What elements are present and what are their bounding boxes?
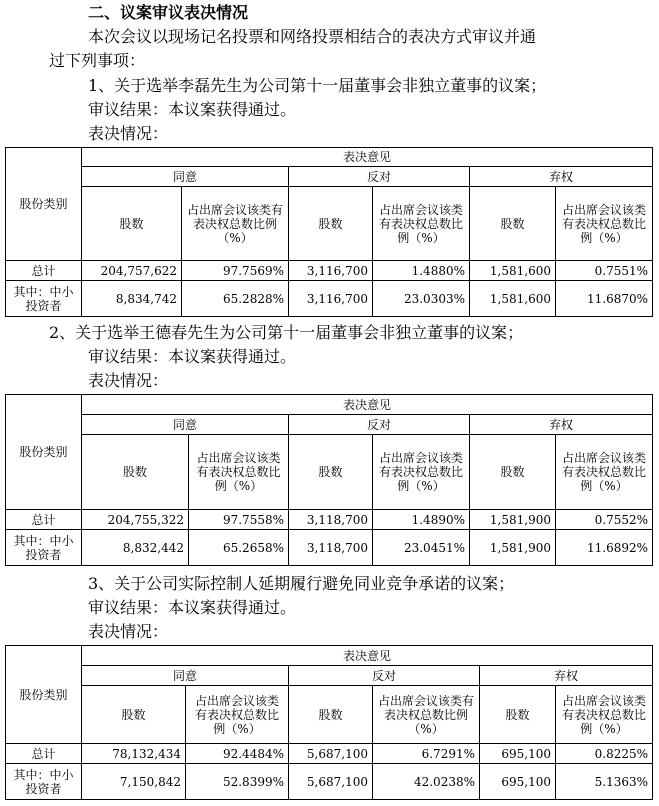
table-row	[6, 510, 653, 530]
table-row	[6, 261, 653, 281]
table-cell: 65.2828%	[182, 281, 289, 317]
table-cell: 5,687,100	[289, 744, 373, 764]
table-cell: 1,581,600	[470, 261, 556, 281]
table-cell: 6.7291%	[373, 744, 480, 764]
vote-table-2	[5, 394, 653, 566]
ratio-header: 占出席会议该类有表决权总数比例（%）	[373, 187, 470, 261]
table-cell: 78,132,434	[82, 744, 186, 764]
table-cell: 97.7569%	[182, 261, 289, 281]
table-cell: 5.1363%	[556, 764, 653, 800]
ratio-header: 占出席会议该类有表决权总数比例（%）	[189, 435, 289, 510]
table-cell: 65.2658%	[189, 530, 289, 566]
agree-header: 同意	[82, 415, 289, 435]
agree-header: 同意	[82, 666, 289, 686]
proposal-3-result: 审议结果：本议案获得通过。	[88, 598, 297, 617]
table-cell: 3,118,700	[289, 510, 373, 530]
proposal-2-vote-label: 表决情况：	[88, 371, 169, 390]
shares-header: 股数	[82, 435, 189, 510]
row-label-total: 总计	[6, 261, 82, 281]
table-cell: 7,150,842	[82, 764, 186, 800]
table-cell: 11.6892%	[556, 530, 653, 566]
table-cell: 1,581,900	[470, 510, 556, 530]
table-cell: 3,116,700	[289, 281, 373, 317]
table-cell: 11.6870%	[556, 281, 653, 317]
ratio-header: 占出席会议该类有表决权总数比例（%）	[373, 686, 480, 744]
table-cell: 0.7551%	[556, 261, 653, 281]
table-cell: 92.4484%	[186, 744, 289, 764]
table-cell: 695,100	[480, 764, 556, 800]
ratio-header: 占出席会议该类有表决权总数比例（%）	[186, 686, 289, 744]
table-cell: 695,100	[480, 744, 556, 764]
table-cell: 204,755,322	[82, 510, 189, 530]
proposal-3-title: 3、关于公司实际控制人延期履行避免同业竞争承诺的议案；	[88, 574, 515, 593]
ratio-header: 占出席会议该类有表决权总数比例（%）	[182, 187, 289, 261]
vote-table-3	[5, 645, 653, 800]
shares-header: 股数	[289, 435, 373, 510]
agree-header: 同意	[82, 167, 289, 187]
opinion-header: 表决意见	[82, 646, 653, 666]
ratio-header: 占出席会议该类有表决权总数比例（%）	[556, 686, 653, 744]
against-header: 反对	[289, 666, 480, 686]
table-cell: 0.7552%	[556, 510, 653, 530]
table-row	[6, 281, 653, 317]
table-row	[6, 530, 653, 566]
row-label-total: 总计	[6, 510, 82, 530]
table-row	[6, 764, 653, 800]
table-cell: 8,834,742	[82, 281, 182, 317]
table-cell: 3,118,700	[289, 530, 373, 566]
table-cell: 23.0451%	[373, 530, 470, 566]
table-cell: 23.0303%	[373, 281, 470, 317]
row-label-small-investors: 其中：中小投资者	[6, 530, 82, 566]
ratio-header: 占出席会议该类有表决权总数比例（%）	[373, 435, 470, 510]
table-cell: 8,832,442	[82, 530, 189, 566]
category-header: 股份类别	[6, 646, 82, 744]
section-title: 二、议案审议表决情况	[88, 3, 249, 22]
ratio-header: 占出席会议该类有表决权总数比例（%）	[556, 435, 653, 510]
intro-line-2: 过下列事项：	[49, 51, 146, 70]
shares-header: 股数	[82, 686, 186, 744]
abstain-header: 弃权	[470, 167, 653, 187]
table-cell: 42.0238%	[373, 764, 480, 800]
against-header: 反对	[289, 415, 470, 435]
abstain-header: 弃权	[480, 666, 653, 686]
category-header: 股份类别	[6, 148, 82, 261]
table-cell: 1.4880%	[373, 261, 470, 281]
table-cell: 52.8399%	[186, 764, 289, 800]
shares-header: 股数	[480, 686, 556, 744]
opinion-header: 表决意见	[82, 395, 653, 415]
shares-header: 股数	[82, 187, 182, 261]
row-label-small-investors: 其中：中小投资者	[6, 764, 82, 800]
proposal-1-vote-label: 表决情况：	[88, 124, 169, 143]
shares-header: 股数	[289, 686, 373, 744]
proposal-3-vote-label: 表决情况：	[88, 622, 169, 641]
proposal-1-result: 审议结果：本议案获得通过。	[88, 100, 297, 119]
table-cell: 0.8225%	[556, 744, 653, 764]
table-cell: 204,757,622	[82, 261, 182, 281]
category-header: 股份类别	[6, 395, 82, 510]
table-cell: 1.4890%	[373, 510, 470, 530]
ratio-header: 占出席会议该类有表决权总数比例（%）	[556, 187, 653, 261]
opinion-header: 表决意见	[82, 148, 653, 167]
table-cell: 1,581,900	[470, 530, 556, 566]
table-cell: 3,116,700	[289, 261, 373, 281]
shares-header: 股数	[470, 435, 556, 510]
vote-table-1	[5, 147, 653, 317]
proposal-2-title: 2、关于选举王德春先生为公司第十一届董事会非独立董事的议案；	[49, 323, 524, 342]
table-cell: 5,687,100	[289, 764, 373, 800]
table-row	[6, 744, 653, 764]
proposal-2-result: 审议结果：本议案获得通过。	[88, 347, 297, 366]
table-cell: 97.7558%	[189, 510, 289, 530]
shares-header: 股数	[470, 187, 556, 261]
row-label-small-investors: 其中：中小投资者	[6, 281, 82, 317]
abstain-header: 弃权	[470, 415, 653, 435]
against-header: 反对	[289, 167, 470, 187]
intro-line-1: 本次会议以现场记名投票和网络投票相结合的表决方式审议并通	[88, 27, 537, 46]
table-cell: 1,581,600	[470, 281, 556, 317]
proposal-1-title: 1、关于选举李磊先生为公司第十一届董事会非独立董事的议案；	[88, 76, 547, 95]
row-label-total: 总计	[6, 744, 82, 764]
shares-header: 股数	[289, 187, 373, 261]
